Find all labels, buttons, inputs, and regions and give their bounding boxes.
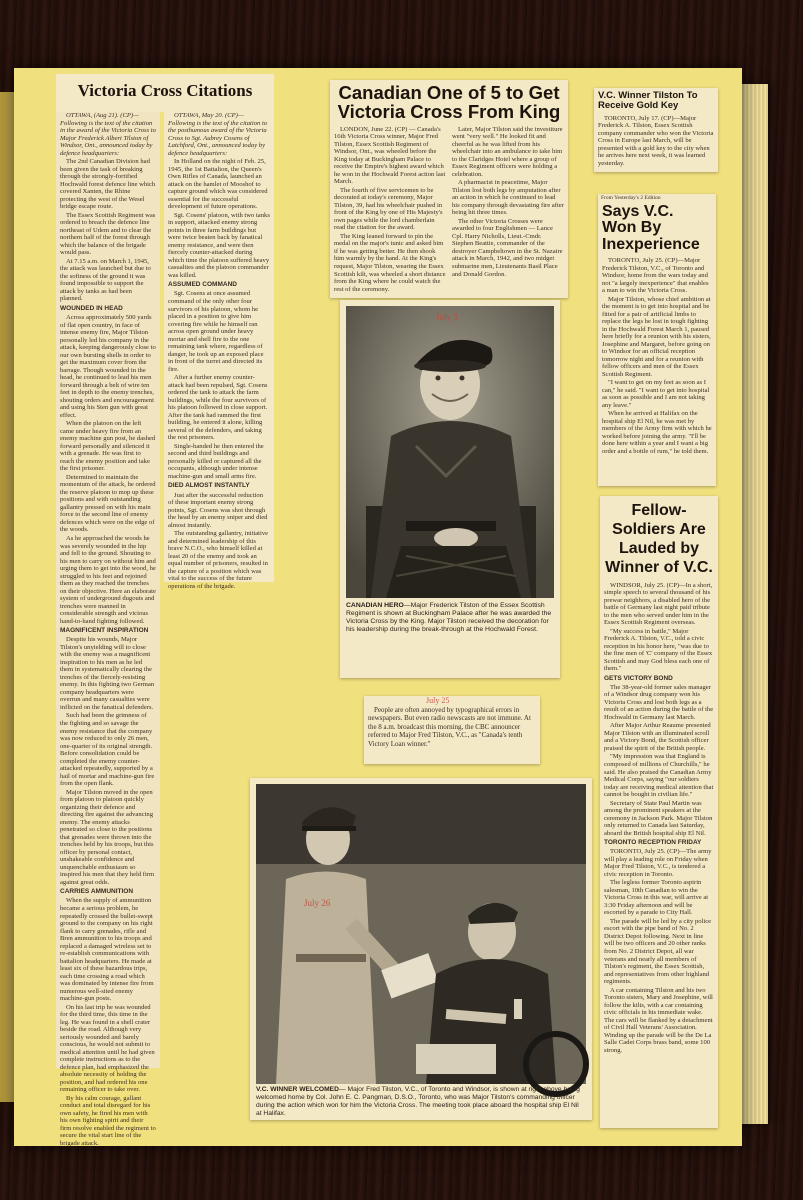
fellow-soldiers-body	[600, 582, 718, 1055]
paragraph: LONDON, June 22. (CP) — Canada's 16th Victoria Cross winner, Major Fred Tilston, Essex Scottish Regiment of Windsor, Ont., was wheeled before the King today at Buckingham Palace to receive the Empire's highest award which he won in the Hochwald Forest action last March.	[334, 125, 446, 186]
canadian-headline: Canadian One of 5 to Get Victoria Cross From King	[337, 82, 561, 122]
paragraph: As he approached the woods he was severely wounded in the hip and fell to the ground. Shouting to his men to carry on without him and urging them to get into the wood, he struggled to his feet and rejoined them as they reached the trenches on their objective. Here an elaborate system of underground dugouts and trenches were manned in considerable strength and vicious hand-to-hand fighting followed.	[60, 534, 156, 625]
welcome-photo	[256, 784, 586, 1084]
paragraph: "My impression was that England is composed of millions of Churchills," he said. He also praised the Canadian Army Medical Corps, saying "our soldiers today are receiving medical attention that cannot be bought in civilian life."	[604, 753, 714, 799]
citation-cosens	[164, 112, 274, 590]
gold-key-clipping	[594, 88, 718, 172]
welcome-caption	[256, 1086, 586, 1118]
paragraph: "My success in battle," Major Frederick A. Tilston, V.C., told a civic reception in his honor here, "was due to the fine men of 'C' company of the Essex Scottish and may God bless each one of them."	[604, 627, 713, 673]
paragraph: On his last trip he was wounded for the third time, this time in the leg. He was found in a shell crater beside the road. Although very seriously wounded and barely conscious, he would not submit to medical attention until he had given complete instructions as to the defence plan, had emphasized the absolute necessity of holding the position, and had ordered his one remaining officer to take over.	[60, 1003, 155, 1094]
paragraph: Such had been the grimness of the fighting and so savage the enemy resistance that the company was now reduced to only 26 men, one-quarter of its original strength. Before consolidation could be completed the enemy counter-attacked repeatedly, supported by a hail of mortar and machine-gun fire from the open flank.	[60, 712, 155, 788]
subhead: CARRIES AMMUNITION	[60, 888, 134, 896]
typo-note-clipping	[364, 696, 540, 764]
victoria-cross-citations-clipping	[56, 74, 274, 1147]
paragraph: The 38-year-old former sales manager of a Windsor drug company won his Victoria Cross and lost both legs as a result of an action during the battle of the Hochwald in Germany last March.	[604, 683, 714, 721]
gold-key-body	[594, 115, 718, 168]
caption-lead: V.C. WINNER WELCOMED	[256, 1086, 339, 1093]
subhead: WOUNDED IN HEAD	[60, 304, 123, 312]
paragraph: When he arrived at Halifax on the hospital ship El Nil, he was met by members of the Army firm with which he worked before joining the army. "I'll be done here within a year and I want a big order and a bottle of rum," he told them.	[602, 410, 712, 455]
note-date-stamp: July 25	[426, 696, 450, 705]
paragraph: Despite his wounds, Major Tilston's unyielding will to close with the enemy was a magnificent inspiration to his men as he led them in systematically clearing the trenches of the fiercely-resisting enemy. In this fighting two German company headquarters were overrun and many casualties were inflicted on the fanatical defenders.	[60, 636, 155, 711]
tilston-portrait-photo	[346, 306, 554, 598]
inexperience-clipping	[598, 194, 716, 486]
paragraph: Secretary of State Paul Martin was among the prominent speakers at the ceremony in Jackson Park. Major Tilston only returned to Canada last Saturday, aboard the British hospital ship El Nil.	[604, 799, 713, 837]
subhead: ASSUMED COMMAND	[168, 281, 237, 289]
paragraph: The outstanding gallantry, initiative and determined leadership of this brave N.C.O., who himself killed at least 20 of the enemy and took an equal number of prisoners, resulted in the capture of a position which was vital to the success of the future operations of the brigade.	[168, 530, 269, 590]
paragraph: The King leaned forward to pin the medal on the major's tunic and asked him if he was getting better. He then shook him warmly by the hand. At the King's request, Major Tilston, wearing the Essex Scottish kilt, was wheeled a short distance from the King where he could watch the rest of the ceremony.	[334, 232, 446, 293]
paragraph: When the supply of ammunition became a serious problem, he repeatedly crossed the bullet-swept ground to the company on his right flank to carry grenades, rifle and Bren ammunition to his troops and replaced a damaged wireless set to re-establish communications with battalion headquarters. He made at least six of these hazardous trips, each time crossing a road which was dominated by intense fire from numerous well-sited enemy machine-gun posts.	[60, 897, 154, 1003]
welcome-scene-illustration	[256, 784, 586, 1084]
paragraph: The legless former Toronto aspirin salesman, 10th Canadian to win the Victoria Cross in this war, will arrive at 3:30 Friday afternoon and will be escorted by a parade to City Hall.	[604, 879, 709, 917]
paragraph: Determined to maintain the momentum of the attack, he ordered the reserve platoon to mop up these positions and with outstanding gallantry pressed on with his main force to the second line of enemy defences which were on the edge of the woods.	[60, 473, 156, 534]
subhead: GETS VICTORY BOND	[604, 674, 673, 682]
canadian-one-of-five-clipping	[330, 80, 568, 298]
soldier-portrait-illustration	[346, 306, 554, 598]
paragraph: The fourth of five servicemen to be decorated at today's ceremony, Major Tilston, 39, had his wheelchair pushed in front of the King by one of His Majesty's own pages while the lord chamberlain read the citation for the award.	[334, 186, 443, 232]
canadian-hero-photo-clipping	[340, 300, 560, 678]
paragraph: TORONTO, July 25. (CP)—Major Frederick Tilston, V.C., of Toronto and Windsor, home from the wars today and not "a largely inexperience" that enables a man to win the Victoria Cross.	[602, 256, 709, 295]
paragraph: Sgt. Cosens at once assumed command of the only other four survivors of his platoon, whom he placed in a position to give him covering fire while he himself ran across open ground under heavy mortar and shell fire to the one remaining tank where, regardless of danger, he took up an exposed place in front of the turret and directed its fire.	[168, 290, 264, 373]
photo-date-stamp: July 3	[436, 312, 458, 322]
paragraph: The parade will be led by a city police escort with the pipe band of No. 2 District Depot following. Next in line will be two officers and 20 other ranks from No. 2 District Depot, all war veterans and nearly all members of Tilston's regiment, the Essex Scottish, and representatives from other highland regiments.	[604, 917, 712, 986]
paragraph: The 2nd Canadian Division had been given the task of breaking through the strongly-fortified Hochwald forest defence line which covered Xanten, the Rhine protecting the west of the Wesel bridge escape route.	[60, 158, 156, 211]
paragraph: TORONTO, July 17. (CP)—Major Frederick A. Tilston, Essex Scottish company commander who won the Victoria Cross in Europe last March, will be presented with a gold key to the city when he arrives here next week, it was learned yesterday.	[598, 114, 714, 167]
paragraph: TORONTO, July 25. (CP)—The army will play a leading role on Friday when Major Fred Tilston, V.C., is tendered a civic reception in Toronto.	[604, 848, 712, 878]
paragraph: Major Tilston, whose chief ambition at the moment is to get into hospital and be fitted for a pair of artificial limbs to replace the legs he lost in tough fighting in the Hochwald Forest March 1, paused here briefly for a reunion with his sisters, Josephine and Margaret, before going on to Windsor for an official reception tomorrow night and for a reunion with fellow officers and men of the Essex Scottish Regiment.	[602, 295, 711, 378]
inexperience-headline: Says V.C. Won By Inexperience	[602, 203, 700, 253]
paragraph: A pharmacist in peacetime, Major Tilston lost both legs by amputation after an action in which he continued to lead his company through devastating fire after being hit three times.	[452, 179, 564, 217]
paragraph: At 7.15 a.m. on March 1, 1945, the attack was launched but due to the softness of the ground it was found impossible to support the attack by tanks as had been planned.	[60, 257, 151, 303]
paragraph: After a further enemy counter-attack had been repulsed, Sgt. Cosens ordered the tank to attack the farm buildings, while the four survivors of his platoon followed in close support. After the tank had rammed the first building, he entered it alone, killing several of the defenders, and taking the rest prisoners.	[168, 374, 268, 442]
photo-date-stamp: July 26	[304, 898, 331, 908]
paragraph: OTTAWA, May 20. (CP)—Following is the text of the citation to the posthumous award of the Victoria Cross to Sgt. Aubrey Cosens of Latchford, Ont., announced today by defence headquarters:	[168, 112, 268, 157]
scrapbook-page	[14, 68, 742, 1146]
fellow-soldiers-clipping	[600, 496, 718, 1128]
citation-tilston-intro	[56, 112, 160, 1147]
subhead: DIED ALMOST INSTANTLY	[168, 482, 250, 490]
paragraph: Sgt. Cosens' platoon, with two tanks in support, attacked enemy strong points in three farm buildings but were twice beaten back by fanatical enemy resistance, and were then fiercely counter-attacked during which time the platoon suffered heavy casualties and the platoon commander was killed.	[168, 211, 270, 279]
vc-winner-welcomed-clipping	[250, 778, 592, 1120]
gold-key-headline: V.C. Winner Tilston To Receive Gold Key	[598, 90, 698, 112]
paragraph: When the platoon on the left came under heavy fire from an enemy machine gun post, he dashed forward personally and silenced it with a grenade. He was first to reach the enemy position and take the first prisoner.	[60, 420, 156, 473]
paragraph: By his calm courage, gallant conduct and total disregard for his own safety, he fired his men with his own fighting spirit and their firm resolve enabled the regiment to secure the vital start line of the brigade attack.	[60, 1094, 156, 1147]
fellow-soldiers-headline: Fellow-Soldiers Are Lauded by Winner of V.C.	[605, 502, 713, 576]
paragraph: "I want to get on my feet as soon as I can," he said. "I want to get into hospital as soon as possible and I am not taking any leave."	[602, 379, 710, 409]
paragraph: Single-handed he then entered the second and third buildings and personally killed or captured all the occupants, although under intense machine-gun and small arms fire.	[168, 442, 264, 480]
paragraph: People are often annoyed by typographical errors in newspapers. But even radio newscasts are not immune. At the 8 a.m. broadcast this morning, the CBC announcer referred to Major Fred Tilston, V.C., as "Canada's tenth Victory Loan winner."	[368, 706, 531, 748]
typo-note-body	[364, 696, 540, 748]
paragraph: Just after the successful reduction of these important enemy strong points, Sgt. Cosens was shot through the head by an enemy sniper and died almost instantly.	[168, 491, 268, 529]
paragraph: In Holland on the night of Feb. 25, 1945, the 1st Battalion, the Queen's Own Rifles of Canada, launched an attack on the hamlet of Mooshof to capture ground which was considered essential for the successful development of future operations.	[168, 158, 268, 211]
paragraph: Major Tilston moved in the open from platoon to platoon quickly organizing their defence and directing fire against the advancing enemy. The enemy attacks penetrated so close to the positions that grenades were thrown into the trenches held by his troops, but this officer by personal contact, unshakeable confidence and unquenchable enthusiasm so inspired his men that they held firm against great odds.	[60, 788, 155, 886]
caption-lead: CANADIAN HERO	[346, 602, 404, 609]
citations-column-1	[56, 112, 160, 1147]
paragraph: The Essex Scottish Regiment was ordered to breach the defence line northeast of Udem and to clear the northern half of the forest through which the balance of the brigade would pass.	[60, 211, 156, 257]
caption-text: —Major Frederick Tilston of the Essex Scottish Regiment is shown at Buckingham Palace after he was awarded the Victoria Cross by the King. Major Tilston received the decoration for his leadership during the break-through at the Hochwald Forest.	[346, 602, 552, 634]
paragraph: After Major Arthur Reaume presented Major Tilston with an illuminated scroll and a Victory Bond, the Scottish officer praised the spirit of the British people.	[604, 722, 711, 752]
paragraph: Across approximately 500 yards of flat open country, in face of intense enemy fire, Major Tilston personally led his company in the attack, keeping dangerously close to our own bursting shells in order to get the maximum cover from the barrage. Though wounded in the head, he continued to lead his men forward through a belt of wire ten feet in depth to the enemy trenches, shouting orders and encouragement and using his Sten gun with great effect.	[60, 314, 156, 419]
edition-kicker: From Yesterday's 2 Edition	[601, 195, 661, 201]
paragraph: OTTAWA, (Aug 21). (CP)—Following is the text of the citation in the award of the Victoria Cross to Major Frederick Albert Tilston of Windsor, Ont., announced today by defence headquarters:	[60, 112, 156, 157]
citations-column-2	[164, 112, 274, 590]
paragraph: WINDSOR, July 25. (CP)—In a short, simple speech to several thousand of his prewar neighbors, a disabled hero of the battle of Germany last night paid tribute to the men who served under him in the Essex Scottish Regiment overseas.	[604, 581, 713, 627]
canadian-hero-caption	[346, 602, 554, 634]
subhead: TORONTO RECEPTION FRIDAY	[604, 839, 702, 847]
inexperience-body	[598, 257, 716, 455]
paragraph: The other Victoria Crosses were awarded to four Englishmen — Lance Cpl. Harry Nicholls, Lieut.-Cmdr. Stephen Beattie, commander of the destroyer Campbeltown in the St. Nazaire attack in March, 1942, and two midget submarine men, Lieutenants Basil Place and Donald Gordon.	[452, 217, 563, 278]
paragraph: Later, Major Tilston said the investiture went "very well." He looked fit and cheerful as he was lifted from his wheelchair into an ambulance to take him to the Claridges Hotel where a group of Essex Regiment officers were holding a celebration.	[452, 125, 563, 178]
subhead: MAGNIFICENT INSPIRATION	[60, 627, 149, 635]
caption-text: — Major Fred Tilston, V.C., of Toronto and Windsor, is shown at right above being welcomed home by Col. John E. C. Pangman, D.S.O., Toronto, who was Major Tilston's commanding officer during the action which won for him the Victoria Cross. The meeting took place aboard the hospital ship El Nil at Halifax.	[256, 1086, 580, 1117]
citations-headline: Victoria Cross Citations	[77, 81, 253, 100]
canadian-body	[330, 126, 568, 293]
paragraph: A car containing Tilston and his two Toronto sisters, Mary and Josephine, will follow the kilts, with a car containing civic officials in his immediate wake. The cars will be flanked by a detachment of Civil Hall Veterans' Association. Winding up the parade will be the De La Salle Cadet Corps brass band, some 100 strong.	[604, 986, 713, 1054]
